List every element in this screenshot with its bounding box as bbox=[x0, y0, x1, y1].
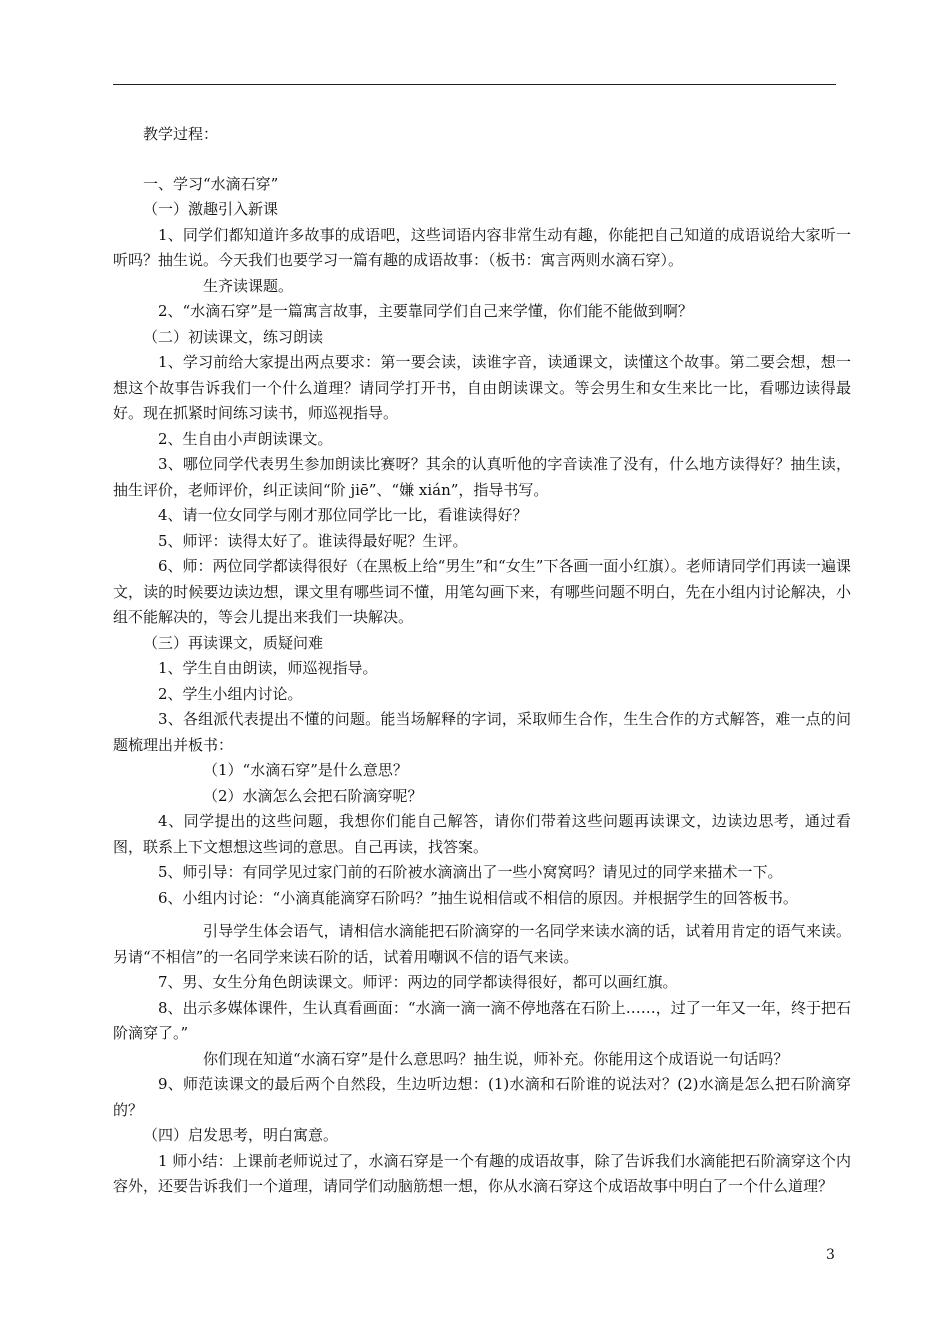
paragraph-list bbox=[113, 172, 851, 1200]
paragraph: 1、学习前给大家提出两点要求：第一要会读，读谁字音，读通课文，读懂这个故事。第二要会想，想一想这个故事告诉我们一个什么道理？请同学打开书，自由朗读课文。等会男生和女生来比一比，看哪边读得最好。现在抓紧时间练习读书，师巡视指导。 bbox=[113, 353, 851, 422]
section-heading: 教学过程： bbox=[143, 125, 219, 143]
paragraph: （三）再读课文，质疑问难 bbox=[143, 633, 324, 652]
spacer bbox=[113, 148, 851, 172]
paragraph: 9、师范读课文的最后两个自然段，生边听边想：(1)水滴和石阶谁的说法对？(2)水滴是怎么把石阶滴穿的？ bbox=[113, 1075, 851, 1119]
paragraph: 1、学生自由朗读，师巡视指导。 bbox=[158, 659, 378, 677]
paragraph: （2）水滴怎么会把石阶滴穿呢？ bbox=[203, 786, 423, 805]
paragraph: 5、师评：读得太好了。谁读得最好呢？生评。 bbox=[158, 531, 468, 550]
paragraph: 4、同学提出的这些问题，我想你们能自己解答，请你们带着这些问题再读课文，边读边思考，通过看图，联系上下文想想这些词的意思。自己再读，找答案。 bbox=[113, 812, 851, 856]
paragraph: （一）激趣引入新课 bbox=[143, 200, 279, 218]
document-body bbox=[113, 122, 851, 1200]
paragraph: 6、小组内讨论：“小滴真能滴穿石阶吗？”抽生说相信或不相信的原因。并根据学生的回答板书。 bbox=[158, 888, 798, 907]
paragraph: 6、师：两位同学都读得很好（在黑板上给“男生”和“女生”下各画一面小红旗）。老师请同学们再读一遍课文，读的时候要边读边想，课文里有哪些词不懂，用笔勾画下来，有哪些问题不明白，先在小组内讨论解决，小组不能解决的，等会儿提出来我们一块解决。 bbox=[113, 557, 851, 626]
paragraph: （1）“水滴石穿”是什么意思？ bbox=[203, 761, 408, 779]
page-number: 3 bbox=[826, 1247, 835, 1263]
paragraph: 你们现在知道“水滴石穿”是什么意思吗？抽生说，师补充。你能用这个成语说一句话吗？ bbox=[203, 1049, 789, 1068]
paragraph: 2、“水滴石穿”是一篇寓言故事，主要靠同学们自己来学懂，你们能不能做到啊？ bbox=[158, 302, 693, 320]
paragraph: 2、生自由小声朗读课文。 bbox=[158, 429, 333, 448]
paragraph: 3、各组派代表提出不懂的问题。能当场解释的字词，采取师生合作，生生合作的方式解答，难一点的问题梳理出并板书： bbox=[113, 710, 851, 754]
spacer bbox=[113, 911, 851, 919]
paragraph: 4、请一位女同学与刚才那位同学比一比，看谁读得好？ bbox=[158, 506, 528, 524]
paragraph: 一、学习“水滴石穿” bbox=[143, 174, 279, 193]
paragraph: （二）初读课文，练习朗读 bbox=[143, 327, 324, 346]
header-rule bbox=[113, 84, 836, 85]
paragraph: （四）启发思考，明白寓意。 bbox=[143, 1126, 339, 1144]
paragraph: 8、出示多媒体课件，生认真看画面：“水滴一滴一滴不停地落在石阶上……，过了一年又一年，终于把石阶滴穿了。” bbox=[113, 998, 851, 1042]
paragraph: 3、哪位同学代表男生参加朗读比赛呀？其余的认真听他的字音读准了没有，什么地方读得好？抽生读，抽生评价，老师评价，纠正读间“阶 jiē”、“嫌 xián”，指导书写。 bbox=[113, 455, 851, 499]
paragraph: 1 师小结：上课前老师说过了，水滴石穿是一个有趣的成语故事，除了告诉我们水滴能把石阶滴穿这个内容外，还要告诉我们一个道理，请同学们动脑筋想一想，你从水滴石穿这个成语故事中明白了一个什么道理？ bbox=[113, 1151, 851, 1195]
paragraph: 生齐读课题。 bbox=[203, 276, 294, 295]
paragraph: 1、同学们都知道许多故事的成语吧，这些词语内容非常生动有趣，你能把自己知道的成语说给大家听一听吗？抽生说。今天我们也要学习一篇有趣的成语故事：（板书：寓言两则水滴石穿）。 bbox=[113, 225, 851, 269]
paragraph: 5、师引导：有同学见过家门前的石阶被水滴滴出了一些小窝窝吗？请见过的同学来描术一下。 bbox=[158, 863, 783, 881]
paragraph: 2、学生小组内讨论。 bbox=[158, 684, 303, 703]
paragraph: 7、男、女生分角色朗读课文。师评：两边的同学都读得很好，都可以画红旗。 bbox=[158, 973, 678, 991]
paragraph: 引导学生体会语气，请相信水滴能把石阶滴穿的一名同学来读水滴的话，试着用肯定的语气来读。另请“不相信”的一名同学来读石阶的话，试着用嘲讽不信的语气来读。 bbox=[113, 922, 851, 966]
